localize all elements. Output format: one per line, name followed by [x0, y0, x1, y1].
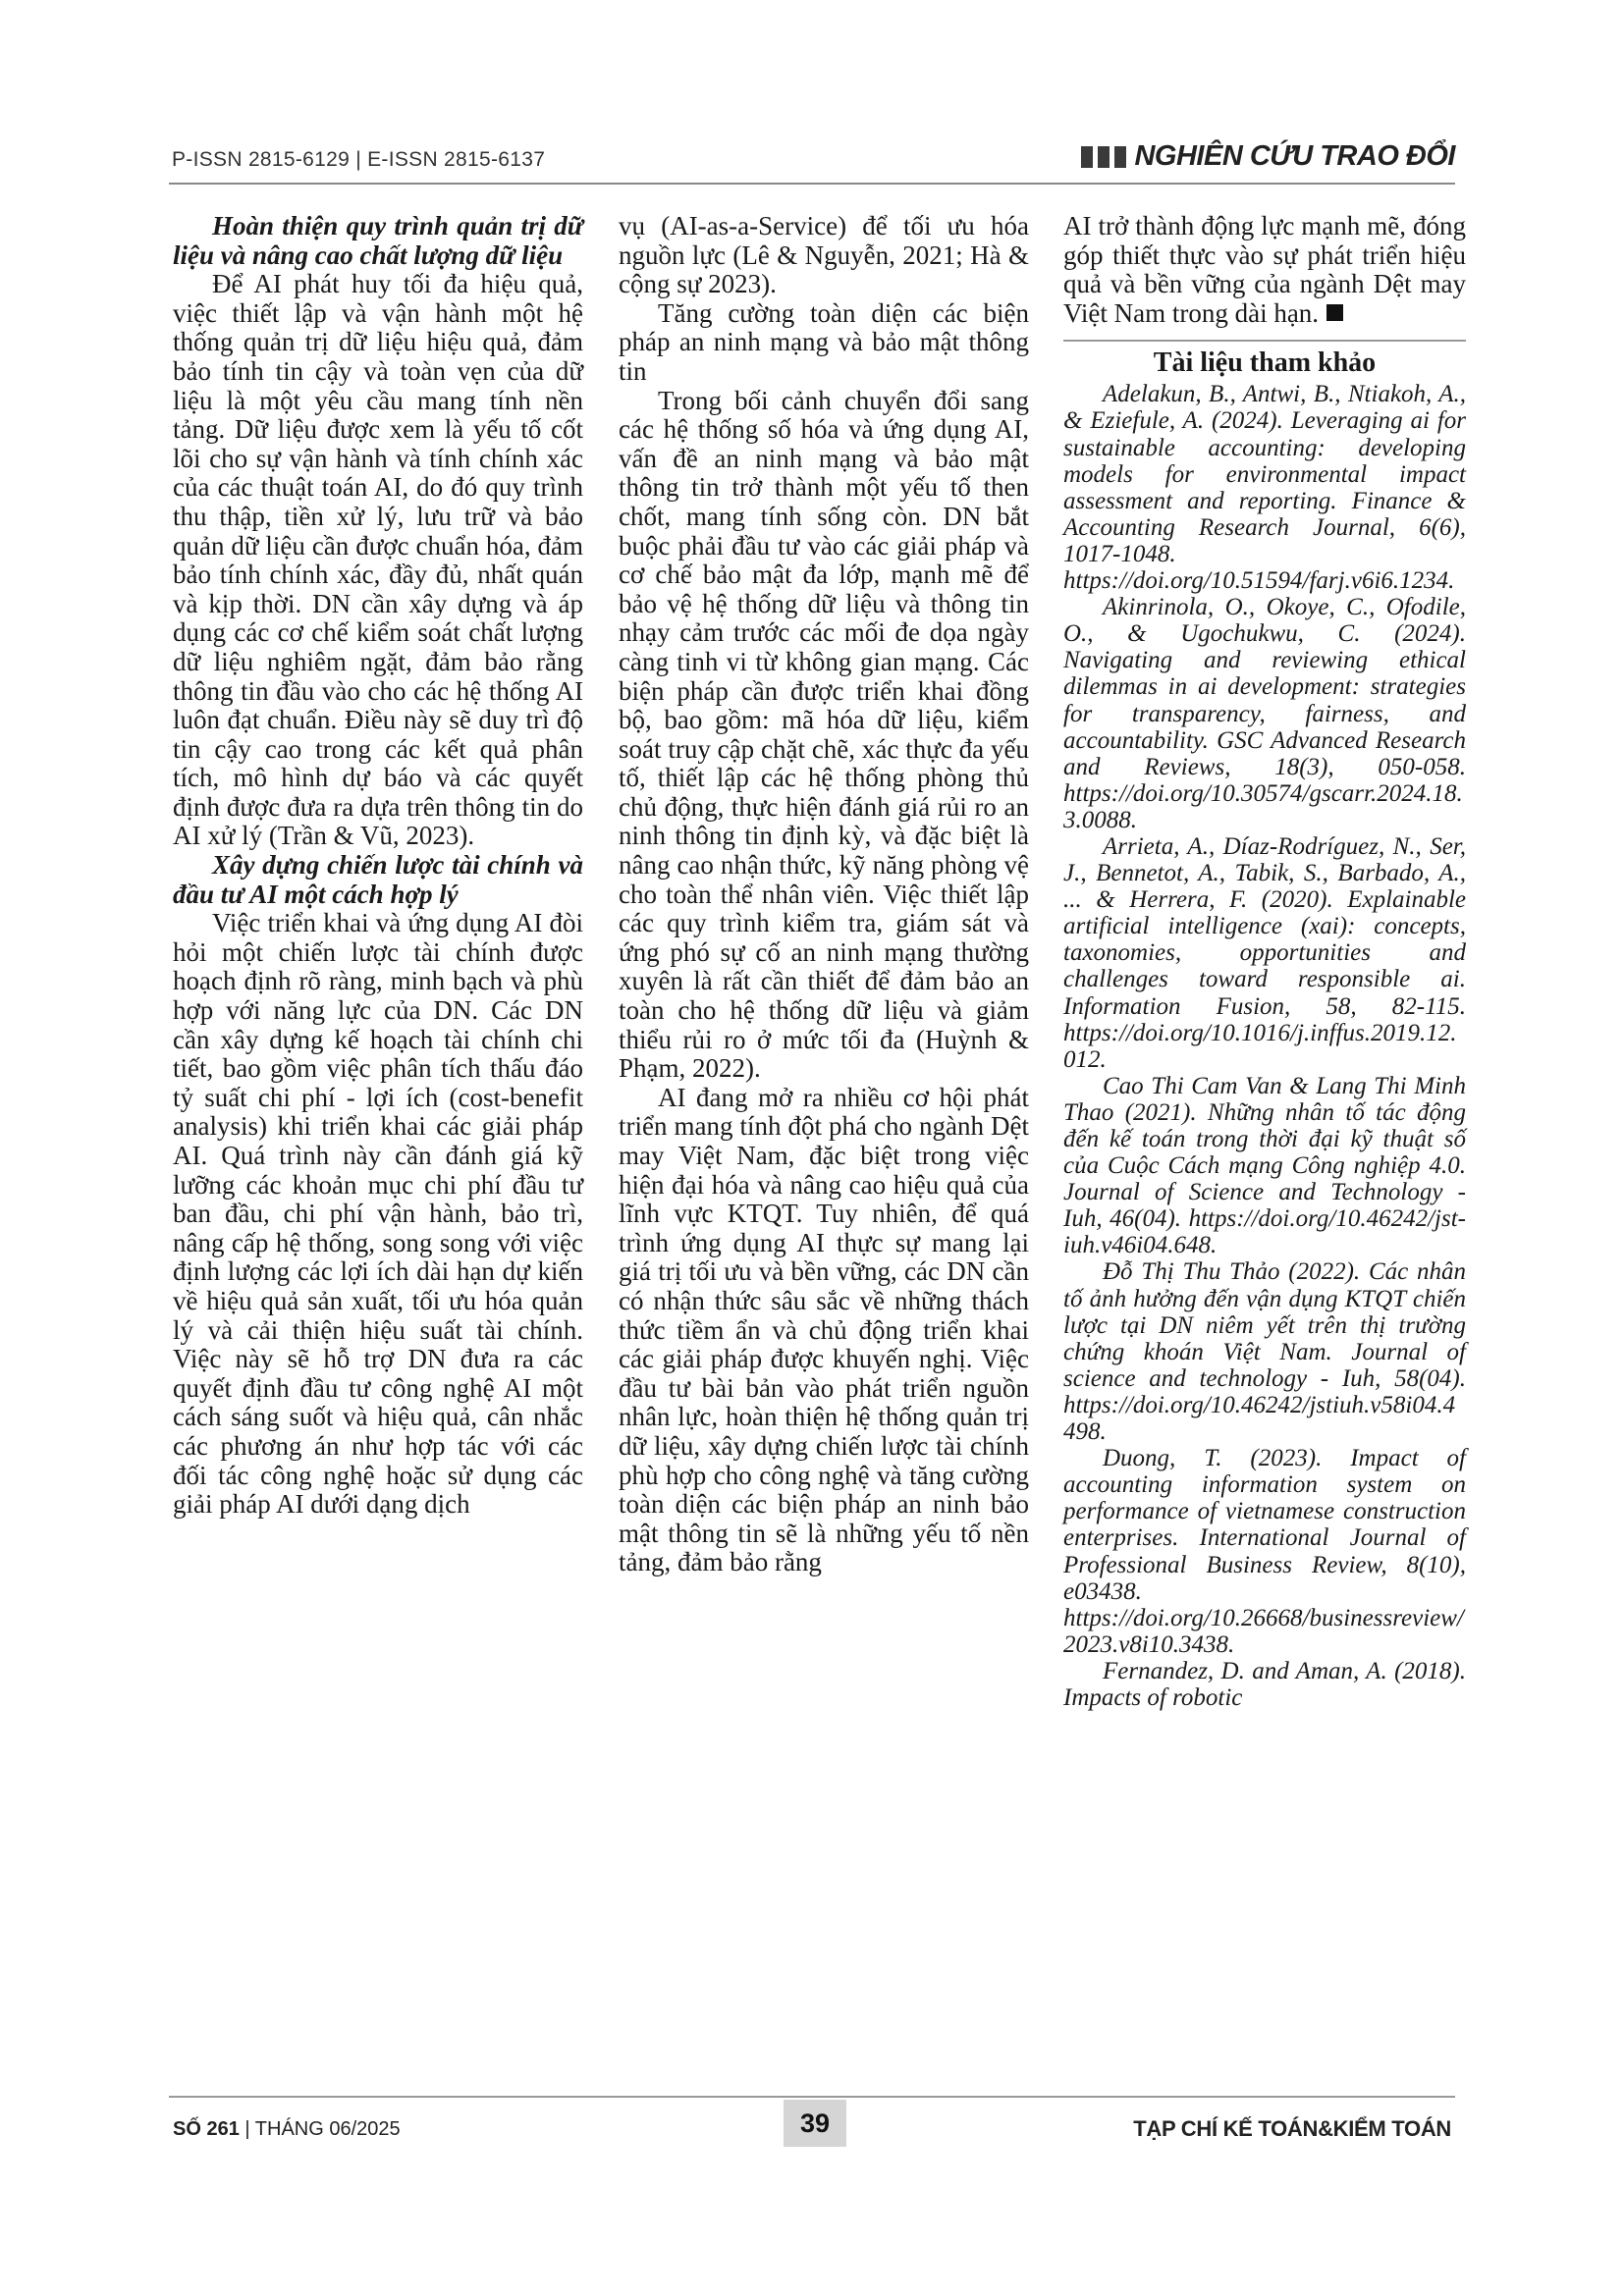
reference-item: Cao Thi Cam Van & Lang Thi Minh Thao (2021). Những nhân tố tác động đến kế toán trong thời đại kỹ thuật số của Cuộc Cách mạng Công nghiệp 4.0. Journal of Science and Technology - Iuh, 46(04). https://doi.org/10.46242/jst-iuh.v46i04.648.: [1063, 1072, 1466, 1259]
references-rule: [1063, 340, 1466, 342]
issue-date: | THÁNG 06/2025: [244, 2118, 401, 2140]
paragraph: [1063, 212, 1466, 328]
paragraph: vụ (AI-as-a-Service) để tối ưu hóa nguồn lực (Lê & Nguyễn, 2021; Hà & cộng sự 2023).: [619, 211, 1029, 299]
page-number: 39: [784, 2100, 846, 2147]
references-title: Tài liệu tham khảo: [1153, 347, 1377, 379]
column-3: [1063, 212, 1466, 1711]
paragraph: Việc triển khai và ứng dụng AI đòi hỏi một chiến lược tài chính được hoạch định rõ ràng, minh bạch và phù hợp với năng lực của DN. Các DN cần xây dựng kế hoạch tài chính chi tiết, bao gồm việc phân tích thấu đáo tỷ suất chi phí - lợi ích (cost-benefit analysis) khi triển khai các giải pháp AI. Quá trình này cần đánh giá kỹ lưỡng các khoản mục chi phí đầu tư ban đầu, chi phí vận hành, bảo trì, nâng cấp hệ thống, song song với việc định lượng các lợi ích dài hạn dự kiến về hiệu quả sản xuất, tối ưu hóa quản lý và cải thiện hiệu suất tài chính. Việc này sẽ hỗ trợ DN đưa ra các quyết định đầu tư công nghệ AI một cách sáng suốt và hiệu quả, cân nhắc các phương án như hợp tác với các đối tác công nghệ hoặc sử dụng các giải pháp AI dưới dạng dịch: [173, 908, 583, 1520]
subheading: Xây dựng chiến lược tài chính và đầu tư AI một cách hợp lý: [173, 850, 583, 909]
header-rule: [169, 183, 1455, 185]
reference-item: Akinrinola, O., Okoye, C., Ofodile, O., & Ugochukwu, C. (2024). Navigating and reviewing ethical dilemmas in ai development: strategies for transparency, fairness, and accountability. GSC Advanced Research and Reviews, 18(3), 050-058. https://doi.org/10.30574/gscarr.2024.18.3.0088.: [1063, 594, 1466, 833]
paragraph-text: AI trở thành động lực mạnh mẽ, đóng góp thiết thực vào sự phát triển hiệu quả và bền vững của ngành Dệt may Việt Nam trong dài hạn.: [1063, 211, 1466, 328]
column-1: [173, 212, 583, 1520]
reference-item: Arrieta, A., Díaz-Rodríguez, N., Ser, J., Bennetot, A., Tabik, S., Barbado, A., ... & Herrera, F. (2020). Explainable artificial intelligence (xai): concepts, taxonomies, opportunities and challenges toward responsible ai. Information Fusion, 58, 82-115. https://doi.org/10.1016/j.inffus.2019.12.012.: [1063, 832, 1466, 1073]
footer-rule: [169, 2096, 1455, 2098]
reference-item: Adelakun, B., Antwi, B., Ntiakoh, A., & Eziefule, A. (2024). Leveraging ai for sustainable accounting: developing models for environmental impact assessment and reporting. Finance & Accounting Research Journal, 6(6), 1017-1048. https://doi.org/10.51594/farj.v6i6.1234.: [1063, 381, 1466, 595]
end-of-article-icon: [1326, 304, 1343, 321]
reference-item: Fernandez, D. and Aman, A. (2018). Impacts of robotic: [1063, 1657, 1466, 1711]
subheading: Hoàn thiện quy trình quản trị dữ liệu và nâng cao chất lượng dữ liệu: [173, 211, 583, 270]
paragraph: Để AI phát huy tối đa hiệu quả, việc thiết lập và vận hành một hệ thống quản trị dữ liệu hiệu quả, đảm bảo tính tin cậy và toàn vẹn của dữ liệu là một yêu cầu mang tính nền tảng. Dữ liệu được xem là yếu tố cốt lõi cho sự vận hành và tính chính xác của các thuật toán AI, do đó quy trình thu thập, tiền xử lý, lưu trữ và bảo quản dữ liệu cần được chuẩn hóa, đảm bảo tính chính xác, đầy đủ, nhất quán và kịp thời. DN cần xây dựng và áp dụng các cơ chế kiểm soát chất lượng dữ liệu nghiêm ngặt, đảm bảo rằng thông tin đầu vào cho các hệ thống AI luôn đạt chuẩn. Điều này sẽ duy trì độ tin cậy cao trong các kết quả phân tích, mô hình dự báo và các quyết định được đưa ra dựa trên thông tin do AI xử lý (Trần & Vũ, 2023).: [173, 269, 583, 851]
issue-info: [173, 2118, 401, 2141]
issn-header: P-ISSN 2815-6129 | E-ISSN 2815-6137: [172, 148, 546, 171]
reference-item: Đỗ Thị Thu Thảo (2022). Các nhân tố ảnh hưởng đến vận dụng KTQT chiến lược tại DN niêm yết trên thị trường chứng khoán Việt Nam. Journal of science and technology - Iuh, 58(04). https://doi.org/10.46242/jstiuh.v58i04.4498.: [1063, 1258, 1466, 1446]
paragraph: Trong bối cảnh chuyển đổi sang các hệ thống số hóa và ứng dụng AI, vấn đề an ninh mạng và bảo mật thông tin trở thành một yếu tố then chốt, mang tính sống còn. DN bắt buộc phải đầu tư vào các giải pháp và cơ chế bảo mật đa lớp, mạnh mẽ để bảo vệ hệ thống dữ liệu và thông tin nhạy cảm trước các mối đe dọa ngày càng tinh vi từ không gian mạng. Các biện pháp cần được triển khai đồng bộ, bao gồm: mã hóa dữ liệu, kiểm soát truy cập chặt chẽ, xác thực đa yếu tố, thiết lập các hệ thống phòng thủ chủ động, thực hiện đánh giá rủi ro an ninh thông tin định kỳ, và đặc biệt là nâng cao nhận thức, kỹ năng phòng vệ cho toàn thể nhân viên. Việc thiết lập các quy trình kiểm tra, giám sát và ứng phó sự cố an ninh mạng thường xuyên là rất cần thiết để đảm bảo an toàn cho hệ thống dữ liệu và giảm thiểu rủi ro ở mức tối đa (Huỳnh & Phạm, 2022).: [619, 385, 1029, 1084]
paragraph: Tăng cường toàn diện các biện pháp an ninh mạng và bảo mật thông tin: [619, 297, 1029, 386]
section-bars-icon: [1081, 146, 1126, 168]
paragraph: AI đang mở ra nhiều cơ hội phát triển mang tính đột phá cho ngành Dệt may Việt Nam, đặc biệt trong việc hiện đại hóa và nâng cao hiệu quả của lĩnh vực KTQT. Tuy nhiên, để quá trình ứng dụng AI thực sự mang lại giá trị tối ưu và bền vững, các DN cần có nhận thức sâu sắc về những thách thức tiềm ẩn và chủ động triển khai các giải pháp được khuyến nghị. Việc đầu tư bài bản vào phát triển nguồn nhân lực, hoàn thiện hệ thống quản trị dữ liệu, xây dựng chiến lược tài chính phù hợp cho công nghệ và tăng cường toàn diện các biện pháp an ninh bảo mật thông tin sẽ là những yếu tố nền tảng, đảm bảo rằng: [619, 1082, 1029, 1577]
section-title: NGHIÊN CỨU TRAO ĐỔI: [1134, 140, 1455, 172]
reference-item: Duong, T. (2023). Impact of accounting information system on performance of vietnamese construction enterprises. International Journal of Professional Business Review, 8(10), e03438. https://doi.org/10.26668/businessreview/2023.v8i10.3438.: [1063, 1445, 1466, 1658]
journal-name: TẠP CHÍ KẾ TOÁN&KIỂM TOÁN: [1133, 2116, 1451, 2141]
issue-label: SỐ 261: [173, 2118, 240, 2140]
column-2: [619, 212, 1029, 1577]
section-header: [1081, 140, 1455, 173]
